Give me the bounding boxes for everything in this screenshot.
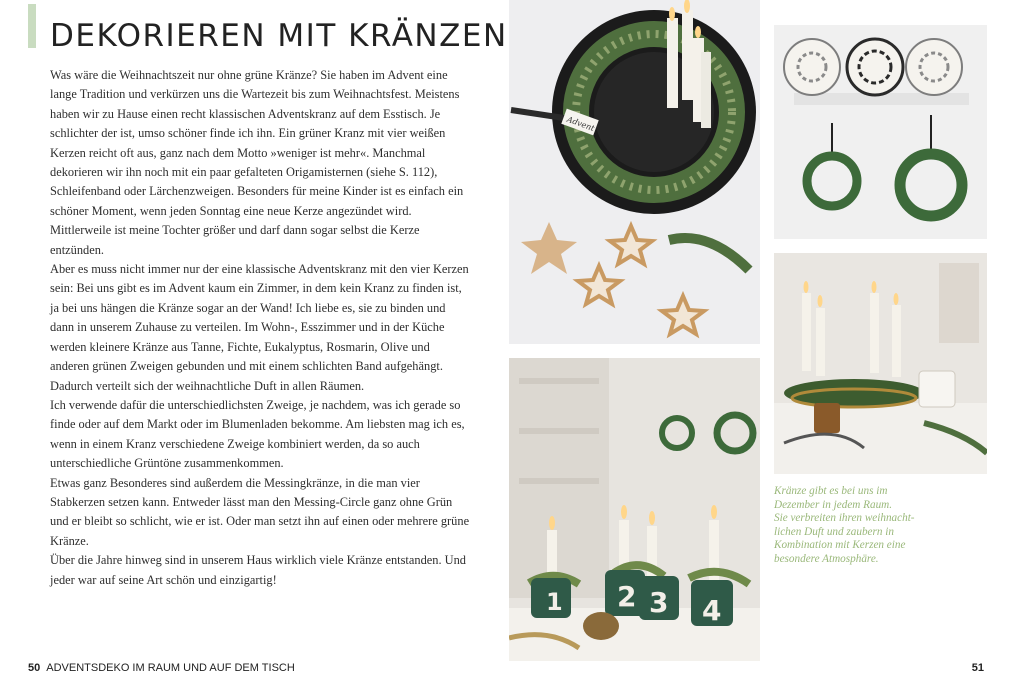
title-accent-bar [28,4,36,48]
paragraph: Aber es muss nicht immer nur der eine klassische Adventskranz mit den vier Kerzen sein: Bei uns gibt es im Advent kaum ein Zimmer, in dem kein Kranz zu finden ist, ja bei uns hängen die Kränze sogar an der Wand! Ich liebe es, sie zu binden und dann in unserem Zuhause zu verteilen. Im Wohn-, Esszimmer und in der Küche werden kleinere Kränze aus Tanne, Fichte, Eukalyptus, Rosmarin, Olive und anderen grünen Zweigen gebunden und mit einem schlichten Band aufgehängt. Dadurch verteilt sich der weihnachtliche Duft in allen Räumen. [50,262,469,393]
section-title: ADVENTSDEKO IM RAUM UND AUF DEM TISCH [46,662,295,674]
photo-caption [774,485,974,567]
caption-line: Sie verbreiten ihren weihnacht- [774,512,915,525]
caption-line: Kombination mit Kerzen eine [774,539,906,552]
page-title: DEKORIEREN MIT KRÄNZEN [50,18,508,54]
caption-line: Dezember in jedem Raum. [774,498,893,511]
cup-number-1: 1 [546,588,563,616]
photo-brass-wreath-table [774,253,987,474]
paragraph: Etwas ganz Besonderes sind außerdem die Messingkränze, in die man vier Stabkerzen setzen kann. Entweder lässt man den Messing-Circle ganz ohne Grün und er bleibt so schlicht, wie er ist. Oder man setzt ihn auf einen oder mehrere grüne Kränze. [50,475,470,548]
photo-numbered-candle-cups [509,358,760,661]
caption-line: Kränze gibt es bei uns im [774,485,888,497]
cup-number-2: 2 [617,580,637,613]
paragraph: Über die Jahre hinweg sind in unserem Haus wirklich viele Kränze entstanden. Und jeder war auf seine Art schön und einzigartig! [50,553,466,587]
photo-hanging-wreaths [774,25,987,239]
page-number-left: 50 [28,662,41,674]
caption-line: lichen Duft und zaubern in [774,525,894,538]
body-text [50,66,470,590]
cup-number-3: 3 [649,586,669,619]
cup-number-4: 4 [702,594,722,627]
footer-left [28,662,295,674]
page-number-right: 51 [971,662,984,674]
photo-advent-wreath-tray [509,0,760,344]
caption-line: besondere Atmosphäre. [774,552,879,565]
advent-tag-text: Advent [565,114,596,133]
paragraph: Ich verwende dafür die unterschiedlichsten Zweige, je nachdem, was ich gerade so finde oder auf dem Markt oder im Blumenladen bekomme. Am liebsten mag ich es, wenn in einem Kranz verschiedene Zweige kombiniert werden, da so auch unterschiedliche Grüntöne zusammenkommen. [50,397,465,471]
paragraph: Was wäre die Weihnachtszeit nur ohne grüne Kränze? Sie haben im Advent eine lange Tradition und verkürzen uns die Wartezeit bis zum Weihnachtsfest. Meistens haben wir zu Hause einen recht klassischen Adventskranz auf dem Esstisch. Je schlichter der ist, umso schöner finde ich ihn. Ein grüner Kranz mit vier weißen Kerzen reicht oft aus, ganz nach dem Motto »weniger ist mehr«. Manchmal dekorieren wir ihn noch mit ein paar gefalteten Origamisternen (siehe S. 112), Schleifenband oder Lärchenzweigen. Besonders für meine Kinder ist es einfach ein schöner Moment, wenn jeden Sonntag eine neue Kerze angezündet wird. Mittlerweile ist meine Tochter größer und darf dann sogar selbst die Kerze entzünden. [50,68,464,257]
